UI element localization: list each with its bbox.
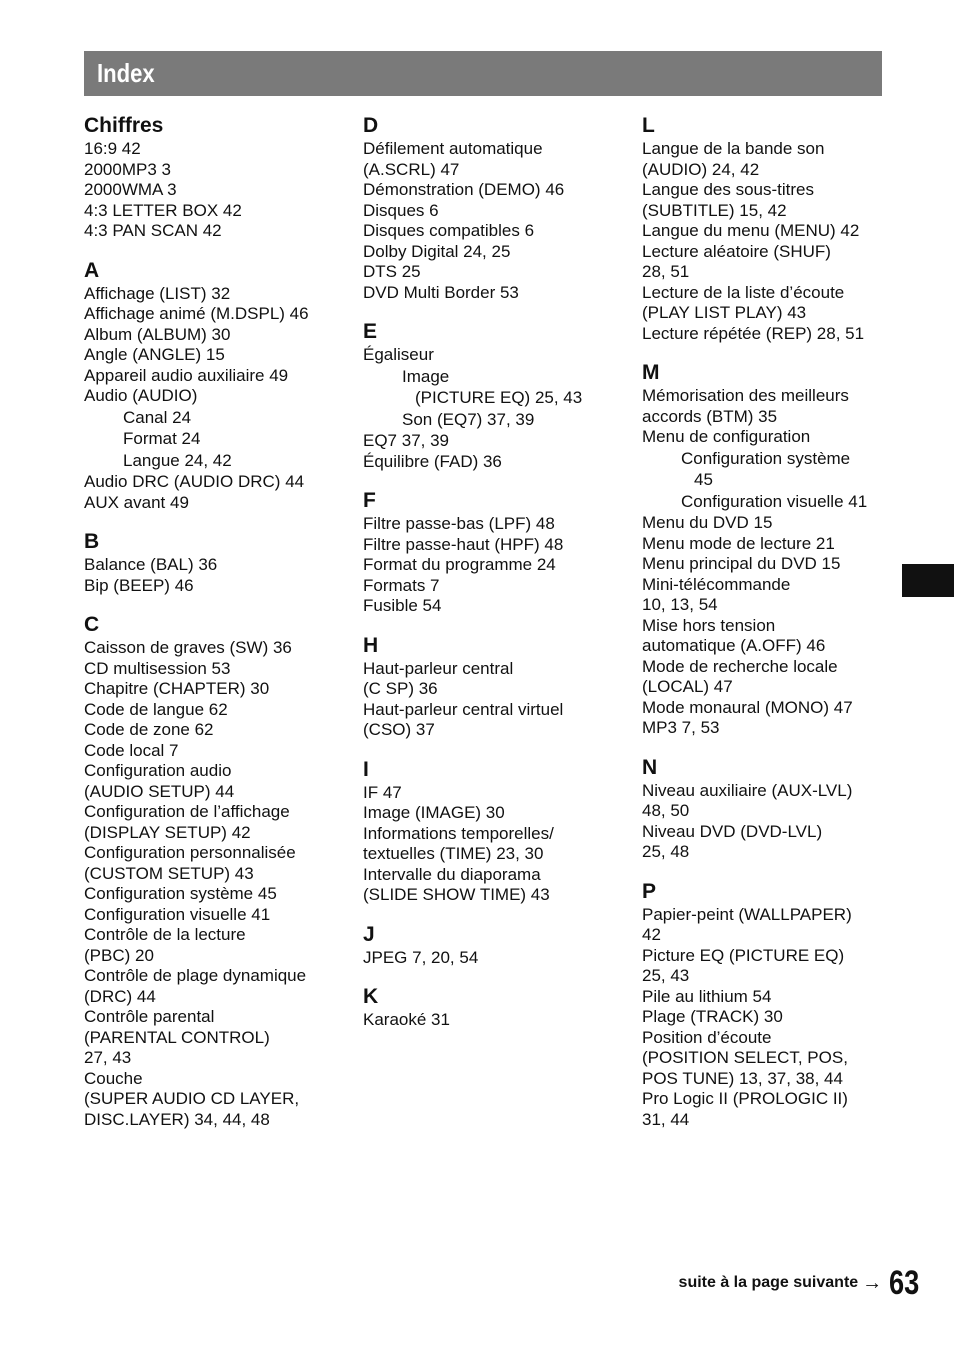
index-entry: Équilibre (FAD) 36 <box>363 451 502 471</box>
index-entry: DTS 25 <box>363 262 421 281</box>
index-entry: Dolby Digital 24, 25 <box>363 241 511 261</box>
index-entry: Langue des sous-titres (SUBTITLE) 15, 42 <box>642 180 814 220</box>
index-entry: 4:3 LETTER BOX 42 <box>84 200 242 220</box>
index-entry: Contrôle de la lecture (PBC) 20 <box>84 925 246 965</box>
index-entry: MP3 7, 53 <box>642 718 720 737</box>
section-heading: C <box>84 613 100 636</box>
index-subentry: (PICTURE EQ) 25, 43 <box>415 388 583 407</box>
index-entry: Album (ALBUM) 30 <box>84 324 231 344</box>
section-heading: N <box>642 755 658 779</box>
index-entry: Caisson de graves (SW) 36 <box>84 638 292 657</box>
index-entry: Papier-peint (WALLPAPER) 42 <box>642 904 852 944</box>
page-number: 63 <box>889 1263 920 1302</box>
index-column-3 <box>642 113 902 1146</box>
index-entry: Code de zone 62 <box>84 720 214 739</box>
section-heading: B <box>84 530 100 553</box>
index-entry: Lecture de la liste d’écoute (PLAY LIST PLAY) 43 <box>642 282 845 322</box>
section-heading: L <box>642 114 655 137</box>
index-entry: Lecture aléatoire (SHUF) 28, 51 <box>642 241 831 281</box>
index-entry: 16:9 42 <box>84 139 141 158</box>
index-section <box>84 113 344 242</box>
index-entry: Couche (SUPER AUDIO CD LAYER, DISC.LAYER) 34, 44, 48 <box>84 1068 300 1129</box>
index-entry: Contrôle de plage dynamique (DRC) 44 <box>84 966 307 1006</box>
index-entry: Haut-parleur central virtuel (CSO) 37 <box>363 699 564 739</box>
index-subentry: Son (EQ7) 37, 39 <box>402 409 535 429</box>
index-section <box>363 113 623 303</box>
index-column-2 <box>363 113 623 1047</box>
section-heading: E <box>363 320 378 343</box>
index-subentry: Langue 24, 42 <box>123 450 232 470</box>
index-section <box>642 113 902 344</box>
index-section <box>363 922 623 969</box>
index-entry: Mode de recherche locale (LOCAL) 47 <box>642 656 838 696</box>
index-entry: Audio DRC (AUDIO DRC) 44 <box>84 472 305 491</box>
index-entry: Code de langue 62 <box>84 699 228 719</box>
index-entry: Menu du DVD 15 <box>642 513 773 532</box>
section-heading: D <box>363 114 379 137</box>
index-subentry: Configuration visuelle 41 <box>681 491 868 511</box>
index-entry: DVD Multi Border 53 <box>363 282 519 302</box>
index-entry: Intervalle du diaporama (SLIDE SHOW TIME) 43 <box>363 864 550 904</box>
index-entry: CD multisession 53 <box>84 658 231 678</box>
section-heading: J <box>363 922 375 946</box>
index-entry: Filtre passe-bas (LPF) 48 <box>363 514 555 533</box>
index-section <box>84 529 344 596</box>
index-subentry: Configuration système <box>681 448 851 468</box>
index-entry: Haut-parleur central (C SP) 36 <box>363 658 514 698</box>
index-entry: Fusible 54 <box>363 596 442 615</box>
index-entry: Image (IMAGE) 30 <box>363 803 505 822</box>
index-entry: 2000WMA 3 <box>84 180 177 199</box>
index-subentry: Format 24 <box>123 429 201 448</box>
index-entry: Menu mode de lecture 21 <box>642 533 835 553</box>
index-entry: Langue de la bande son (AUDIO) 24, 42 <box>642 139 825 179</box>
index-entry: Contrôle parental (PARENTAL CONTROL) 27, 43 <box>84 1007 270 1067</box>
section-heading: Chiffres <box>84 114 164 137</box>
continue-text: suite à la page suivante <box>678 1274 859 1291</box>
index-entry: Démonstration (DEMO) 46 <box>363 180 565 199</box>
index-subentry: 45 <box>694 470 713 489</box>
right-arrow-icon: → <box>862 1271 883 1294</box>
index-entry: Disques compatibles 6 <box>363 221 535 240</box>
section-tab-marker <box>902 564 954 597</box>
index-entry: Audio (AUDIO) <box>84 386 198 405</box>
index-subentry: Image <box>402 366 450 386</box>
index-entry: Mode monaural (MONO) 47 <box>642 697 853 717</box>
index-entry: Lecture répétée (REP) 28, 51 <box>642 323 865 343</box>
index-entry: Formats 7 <box>363 575 440 595</box>
index-entry: Picture EQ (PICTURE EQ) 25, 43 <box>642 945 845 985</box>
index-entry: Mémorisation des meilleurs accords (BTM) 35 <box>642 386 849 426</box>
index-entry: Balance (BAL) 36 <box>84 555 218 574</box>
index-entry: Informations temporelles/ textuelles (TIME) 23, 30 <box>363 823 554 863</box>
index-entry: Format du programme 24 <box>363 555 556 574</box>
index-section <box>363 984 623 1031</box>
index-entry: Affichage animé (M.DSPL) 46 <box>84 304 309 323</box>
index-entry: Affichage (LIST) 32 <box>84 283 231 303</box>
index-entry: AUX avant 49 <box>84 492 189 512</box>
section-heading: F <box>363 489 376 512</box>
index-entry: JPEG 7, 20, 54 <box>363 947 479 967</box>
index-section <box>642 755 902 863</box>
index-entry: Karaoké 31 <box>363 1010 450 1029</box>
index-entry: Langue du menu (MENU) 42 <box>642 221 860 240</box>
index-entry: Menu de configuration <box>642 427 811 446</box>
index-section <box>363 319 623 472</box>
index-section <box>84 258 344 514</box>
index-section <box>363 757 623 906</box>
index-entry: Configuration visuelle 41 <box>84 904 271 924</box>
index-section <box>363 488 623 617</box>
section-heading: P <box>642 879 657 903</box>
index-entry: Niveau auxiliaire (AUX-LVL) 48, 50 <box>642 780 853 820</box>
index-entry: Pro Logic II (PROLOGIC II) 31, 44 <box>642 1089 848 1129</box>
index-entry: IF 47 <box>363 782 402 802</box>
index-entry: 4:3 PAN SCAN 42 <box>84 221 222 240</box>
index-entry: Mini-télécommande 10, 13, 54 <box>642 574 791 614</box>
index-entry: Pile au lithium 54 <box>642 986 772 1006</box>
index-section <box>642 879 902 1131</box>
index-subentry: Canal 24 <box>123 407 192 427</box>
page-footer <box>679 1263 921 1303</box>
index-entry: Menu principal du DVD 15 <box>642 554 841 573</box>
index-entry: Égaliseur <box>363 345 434 364</box>
index-entry: Code local 7 <box>84 740 179 760</box>
section-heading: M <box>642 361 660 384</box>
index-entry: Configuration de l’affichage (DISPLAY SETUP) 42 <box>84 802 290 842</box>
index-entry: Configuration audio (AUDIO SETUP) 44 <box>84 761 235 801</box>
section-heading: I <box>363 757 369 781</box>
index-entry: Chapitre (CHAPTER) 30 <box>84 679 270 698</box>
index-entry: 2000MP3 3 <box>84 159 171 179</box>
index-entry: Bip (BEEP) 46 <box>84 575 194 595</box>
index-entry: Appareil audio auxiliaire 49 <box>84 365 289 385</box>
index-entry: Position d’écoute (POSITION SELECT, POS, POS TUNE) 13, 37, 38, 44 <box>642 1027 848 1088</box>
section-heading: H <box>363 633 379 657</box>
index-entry: Mise hors tension automatique (A.OFF) 46 <box>642 615 826 655</box>
index-entry: Plage (TRACK) 30 <box>642 1007 783 1026</box>
section-heading: A <box>84 258 100 282</box>
section-heading: K <box>363 985 379 1008</box>
page-title-bar <box>84 51 882 96</box>
index-section <box>642 360 902 739</box>
page-title: Index <box>97 58 155 88</box>
index-section <box>84 612 344 1130</box>
index-entry: Configuration système 45 <box>84 884 277 903</box>
index-column-1 <box>84 113 344 1146</box>
index-entry: Angle (ANGLE) 15 <box>84 345 225 364</box>
index-entry: EQ7 37, 39 <box>363 431 450 450</box>
index-entry: Configuration personnalisée (CUSTOM SETUP) 43 <box>84 843 296 883</box>
index-entry: Disques 6 <box>363 200 439 220</box>
index-entry: Défilement automatique (A.SCRL) 47 <box>363 139 543 179</box>
index-entry: Niveau DVD (DVD-LVL) 25, 48 <box>642 821 823 861</box>
index-entry: Filtre passe-haut (HPF) 48 <box>363 534 564 554</box>
index-section <box>363 633 623 741</box>
